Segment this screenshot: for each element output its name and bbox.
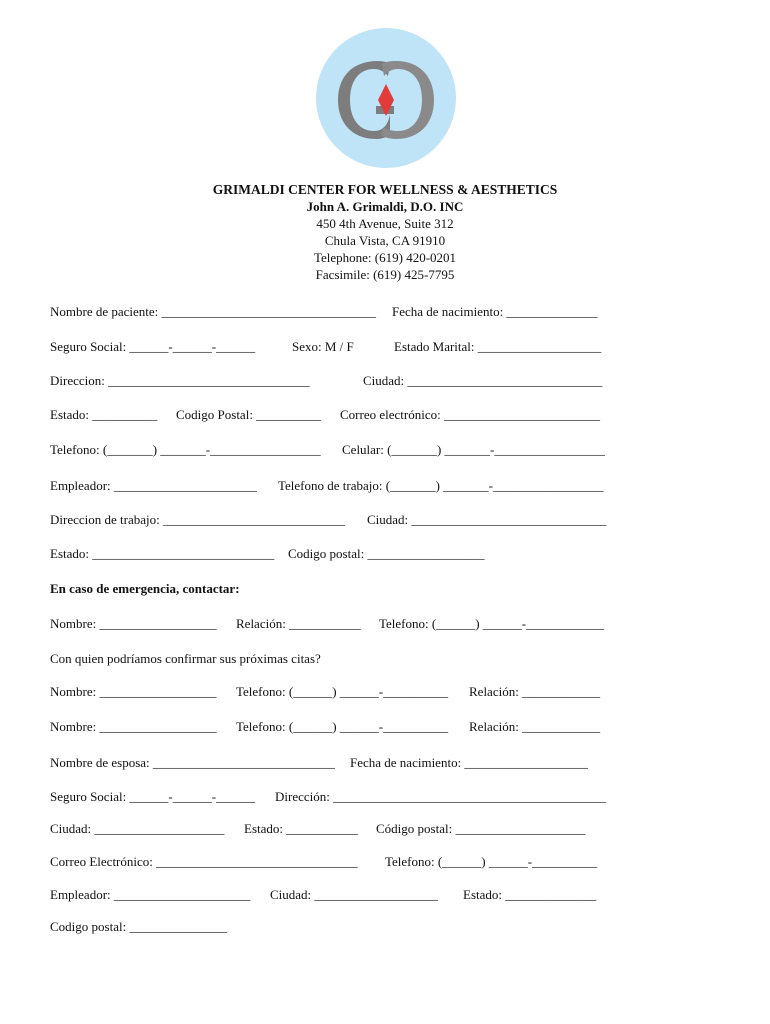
confirm-contact-2-name-field[interactable]: Nombre: __________________: [50, 719, 217, 734]
letterhead: [0, 181, 770, 283]
patient-ssn-field[interactable]: Seguro Social: ______-______-______: [50, 339, 256, 354]
patient-address-field[interactable]: Direccion: _______________________________: [50, 373, 310, 388]
patient-email-field[interactable]: Correo electrónico: ________________________: [340, 407, 600, 422]
gc-monogram-logo-icon: [316, 28, 456, 168]
facsimile-line: Facsimile: (619) 425-7795: [315, 267, 455, 282]
emergency-relation-field[interactable]: Relación: ___________: [236, 616, 361, 631]
spouse-zip-field[interactable]: Código postal: ____________________: [376, 821, 586, 836]
spouse-employer-zip-field[interactable]: Codigo postal: _______________: [50, 919, 227, 934]
patient-employer-field[interactable]: Empleador: ______________________: [50, 478, 257, 493]
patient-name-field[interactable]: Nombre de paciente: _________________________________: [50, 304, 377, 319]
patient-work-phone-field[interactable]: Telefono de trabajo: (_______) _______-_________________: [278, 478, 604, 493]
patient-zip-field[interactable]: Codigo Postal: __________: [176, 407, 322, 422]
confirm-contact-1-phone-field[interactable]: Telefono: (______) ______-__________: [236, 684, 449, 699]
spouse-phone-field[interactable]: Telefono: (______) ______-__________: [385, 854, 598, 869]
emergency-heading: En caso de emergencia, contactar:: [50, 581, 240, 596]
confirm-contact-2-phone-field[interactable]: Telefono: (______) ______-__________: [236, 719, 449, 734]
spouse-name-field[interactable]: Nombre de esposa: ____________________________: [50, 755, 335, 770]
spouse-employer-state-field[interactable]: Estado: ______________: [463, 887, 597, 902]
emergency-phone-field[interactable]: Telefono: (______) ______-____________: [379, 616, 605, 631]
confirm-contact-1-relation-field[interactable]: Relación: ____________: [469, 684, 601, 699]
confirm-question: Con quien podríamos confirmar sus próximas citas?: [50, 651, 321, 666]
patient-state-field[interactable]: Estado: __________: [50, 407, 158, 422]
spouse-address-field[interactable]: Dirección: __________________________________________: [275, 789, 607, 804]
patient-work-address-field[interactable]: Direccion de trabajo: ____________________________: [50, 512, 345, 527]
spouse-ssn-field[interactable]: Seguro Social: ______-______-______: [50, 789, 256, 804]
telephone-line: Telephone: (619) 420-0201: [313, 250, 457, 265]
spouse-city-field[interactable]: Ciudad: ____________________: [50, 821, 225, 836]
patient-sex-field[interactable]: Sexo: M / F: [292, 339, 354, 354]
patient-marital-status-field[interactable]: Estado Marital: ___________________: [394, 339, 602, 354]
patient-city-field[interactable]: Ciudad: ______________________________: [363, 373, 603, 388]
patient-work-state-field[interactable]: Estado: ____________________________: [50, 546, 275, 561]
confirm-contact-1-name-field[interactable]: Nombre: __________________: [50, 684, 217, 699]
doctor-name: John A. Grimaldi, D.O. INC: [306, 199, 464, 214]
spouse-dob-field[interactable]: Fecha de nacimiento: ___________________: [350, 755, 588, 770]
spouse-email-field[interactable]: Correo Electrónico: _______________________________: [50, 854, 358, 869]
patient-cell-field[interactable]: Celular: (_______) _______-_________________: [342, 442, 605, 457]
address-line-1: 450 4th Avenue, Suite 312: [316, 216, 454, 231]
patient-dob-field[interactable]: Fecha de nacimiento: ______________: [392, 304, 598, 319]
org-name: GRIMALDI CENTER FOR WELLNESS & AESTHETICS: [212, 182, 558, 197]
address-line-2: Chula Vista, CA 91910: [324, 233, 446, 248]
patient-phone-field[interactable]: Telefono: (_______) _______-_________________: [50, 442, 321, 457]
patient-work-city-field[interactable]: Ciudad: ______________________________: [367, 512, 607, 527]
patient-work-zip-field[interactable]: Codigo postal: __________________: [288, 546, 485, 561]
spouse-state-field[interactable]: Estado: ___________: [244, 821, 358, 836]
confirm-contact-2-relation-field[interactable]: Relación: ____________: [469, 719, 601, 734]
spouse-employer-city-field[interactable]: Ciudad: ___________________: [270, 887, 438, 902]
emergency-name-field[interactable]: Nombre: __________________: [50, 616, 217, 631]
spouse-employer-field[interactable]: Empleador: _____________________: [50, 887, 251, 902]
